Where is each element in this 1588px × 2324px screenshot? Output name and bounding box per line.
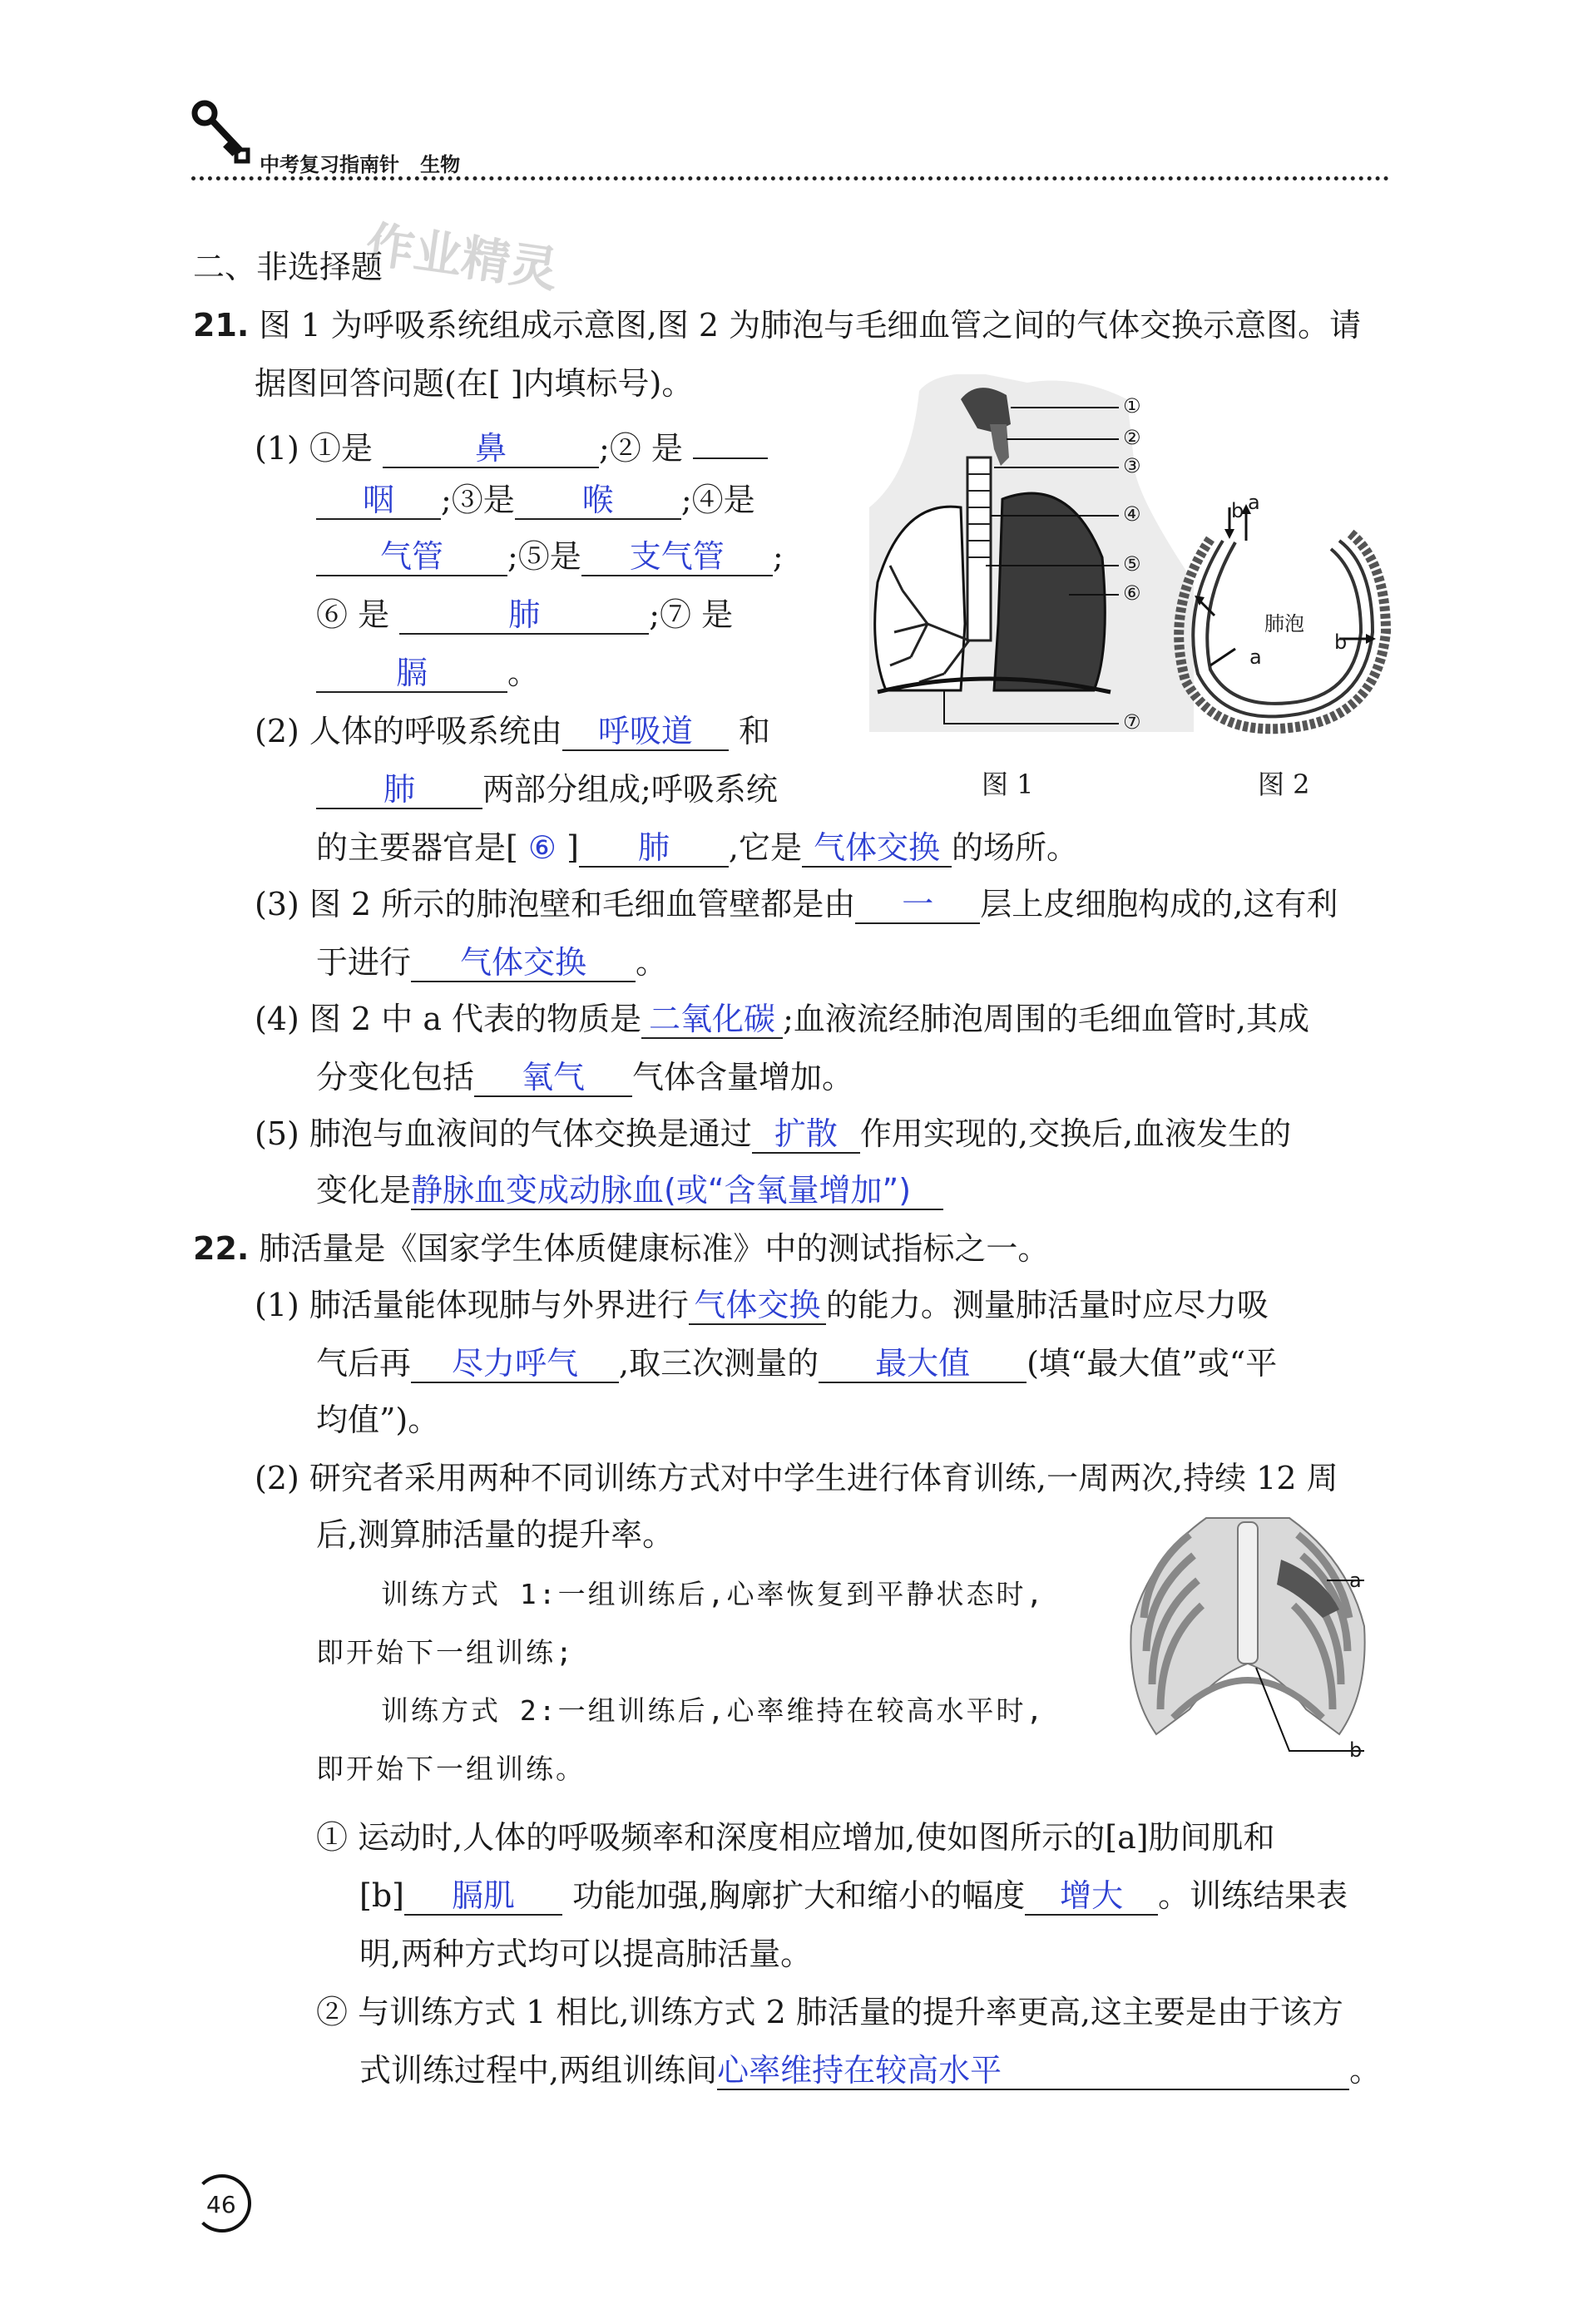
- answer-gas-exchange-3: 气体交换: [694, 1287, 821, 1323]
- q21-p1-line3: 气管 ;⑤是 支气管 ;: [316, 537, 784, 576]
- fig2-label-alveolus: 肺泡: [1264, 612, 1304, 635]
- q21-p4-line2: 分变化包括 氧气 气体含量增加。: [316, 1059, 854, 1095]
- q21-p2-line1: (2) 人体的呼吸系统由 呼吸道 和: [255, 713, 771, 749]
- rib-fig-label-a: a: [1349, 1569, 1362, 1592]
- training-method-2-line1: 训练方式 2:一组训练后,心率维持在较高水平时,: [381, 1694, 1046, 1727]
- fig1-label-2: ②: [1123, 426, 1141, 449]
- answer-gas-exchange-2: 气体交换: [460, 944, 587, 981]
- q22-stem: 22. 肺活量是《国家学生体质健康标准》中的测试指标之一。: [193, 1230, 1050, 1267]
- training-method-1-line2: 即开始下一组训练;: [316, 1636, 575, 1669]
- answer-larynx: 喉: [581, 482, 614, 518]
- q22-p2-line1: (2) 研究者采用两种不同训练方式对中学生进行体育训练,一周两次,持续 12 周: [255, 1460, 1338, 1496]
- figure-1-caption: 图 1: [982, 769, 1034, 800]
- q21-p1-line2: 咽 ;③是 喉 ;④是: [316, 481, 755, 520]
- figure-2-alveolus: [1165, 491, 1398, 740]
- answer-label-6: ⑥: [527, 829, 557, 866]
- answer-diaphragm: 膈: [395, 655, 428, 691]
- figure-rib-cage: [1123, 1510, 1373, 1759]
- answer-diaphragm-muscle: 膈肌: [451, 1877, 515, 1914]
- q21-p2-line2: 肺 两部分组成;呼吸系统: [316, 770, 778, 809]
- fig2-label-a-bottom: a: [1249, 645, 1262, 669]
- q21-stem-line2: 据图回答问题(在[ ]内填标号)。: [255, 365, 694, 402]
- answer-co2: 二氧化碳: [649, 1001, 776, 1037]
- fig1-label-5: ⑤: [1123, 552, 1141, 576]
- training-method-1-line1: 训练方式 1:一组训练后,心率恢复到平静状态时,: [381, 1578, 1046, 1610]
- answer-bronchi: 支气管: [629, 538, 725, 575]
- fig1-label-7: ⑦: [1123, 710, 1141, 734]
- header-book-title: 中考复习指南针 生物: [260, 153, 461, 176]
- q21-p1-line5: 膈 。: [316, 654, 539, 693]
- q21-p3-line1: (3) 图 2 所示的肺泡壁和毛细血管壁都是由 一 层上皮细胞构成的,这有利: [255, 886, 1338, 922]
- answer-max-value: 最大值: [875, 1345, 971, 1382]
- fig2-label-b-top: b: [1231, 499, 1244, 522]
- q22-p2-s2-line2: 式训练过程中,两组训练间心率维持在较高水平 。: [359, 2052, 1382, 2089]
- fig2-label-a-top: a: [1248, 491, 1260, 514]
- q21-p3-line2: 于进行 气体交换 。: [316, 944, 668, 981]
- training-method-2-line2: 即开始下一组训练。: [316, 1753, 586, 1785]
- q22-p2-s1-line1: ① 运动时,人体的呼吸频率和深度相应增加,使如图所示的[a]肋间肌和: [316, 1819, 1275, 1856]
- answer-one: 一: [902, 886, 934, 922]
- key-icon: [190, 98, 251, 168]
- header-subject: 生物: [420, 153, 461, 176]
- q21-p5-line2: 变化是静脉血变成动脉血(或“含氧量增加”): [316, 1171, 943, 1210]
- q21-p5-line1: (5) 肺泡与血液间的气体交换是通过 扩散 作用实现的,交换后,血液发生的: [255, 1115, 1292, 1152]
- fig1-label-3: ③: [1123, 454, 1141, 477]
- q21-stem-line1: 21. 图 1 为呼吸系统组成示意图,图 2 为肺泡与毛细血管之间的气体交换示意图。请: [193, 307, 1362, 344]
- answer-nose: 鼻: [475, 430, 507, 467]
- answer-respiratory-tract: 呼吸道: [597, 713, 693, 749]
- q22-p1-line2: 气后再 尽力呼气 ,取三次测量的 最大值 (填“最大值”或“平: [316, 1345, 1278, 1382]
- answer-oxygen: 氧气: [522, 1059, 586, 1095]
- answer-diffusion: 扩散: [774, 1115, 838, 1152]
- q22-p1-line1: (1) 肺活量能体现肺与外界进行 气体交换 的能力。测量肺活量时应尽力吸: [255, 1287, 1269, 1323]
- fig2-label-b-right: b: [1334, 630, 1348, 654]
- figure-2-caption: 图 2: [1258, 769, 1310, 800]
- fig1-label-6: ⑥: [1123, 581, 1141, 605]
- q22-p2-line2: 后,测算肺活量的提升率。: [316, 1516, 675, 1553]
- q21-p1-line1: (1) ①是 鼻 ;② 是: [255, 423, 768, 468]
- q21-p1-line4: ⑥ 是 肺 ;⑦ 是: [316, 596, 734, 633]
- q22-p2-s1-line3: 明,两种方式均可以提高肺活量。: [359, 1936, 813, 1972]
- fig1-label-4: ④: [1123, 502, 1141, 526]
- figure-1-respiratory-system: [861, 374, 1194, 740]
- rib-fig-label-b: b: [1349, 1738, 1363, 1762]
- answer-blood-change: 静脉血变成动脉血(或“含氧量增加”): [411, 1172, 912, 1209]
- answer-increase: 增大: [1060, 1877, 1124, 1914]
- answer-exhale: 尽力呼气: [452, 1345, 579, 1382]
- answer-gas-exchange: 气体交换: [814, 829, 941, 866]
- fig1-label-1: ①: [1123, 394, 1141, 418]
- q22-p2-s1-line2: [b] 膈肌 功能加强,胸廓扩大和缩小的幅度 增大 。训练结果表: [359, 1877, 1348, 1914]
- q21-p4-line1: (4) 图 2 中 a 代表的物质是 二氧化碳 ;血液流经肺泡周围的毛细血管时,其成: [255, 1001, 1309, 1037]
- answer-heart-rate-high: 心率维持在较高水平: [717, 2052, 1002, 2089]
- answer-pharynx: 咽: [362, 482, 394, 518]
- page-number: 46: [206, 2191, 236, 2218]
- q22-p1-line3: 均值”)。: [316, 1402, 440, 1438]
- q22-p2-s2-line1: ② 与训练方式 1 相比,训练方式 2 肺活量的提升率更高,这主要是由于该方: [316, 1994, 1343, 2030]
- answer-lung-3: 肺: [637, 829, 670, 866]
- answer-lung-2: 肺: [383, 771, 415, 808]
- q21-p2-line3: 的主要器官是[ ⑥ ] 肺 ,它是 气体交换 的场所。: [316, 829, 1079, 866]
- section-title: 二、非选择题: [193, 249, 383, 285]
- answer-lung: 肺: [508, 596, 541, 633]
- answer-trachea: 气管: [379, 538, 443, 575]
- header-dotted-rule: [191, 176, 1389, 180]
- watermark: 作业精灵: [362, 215, 561, 299]
